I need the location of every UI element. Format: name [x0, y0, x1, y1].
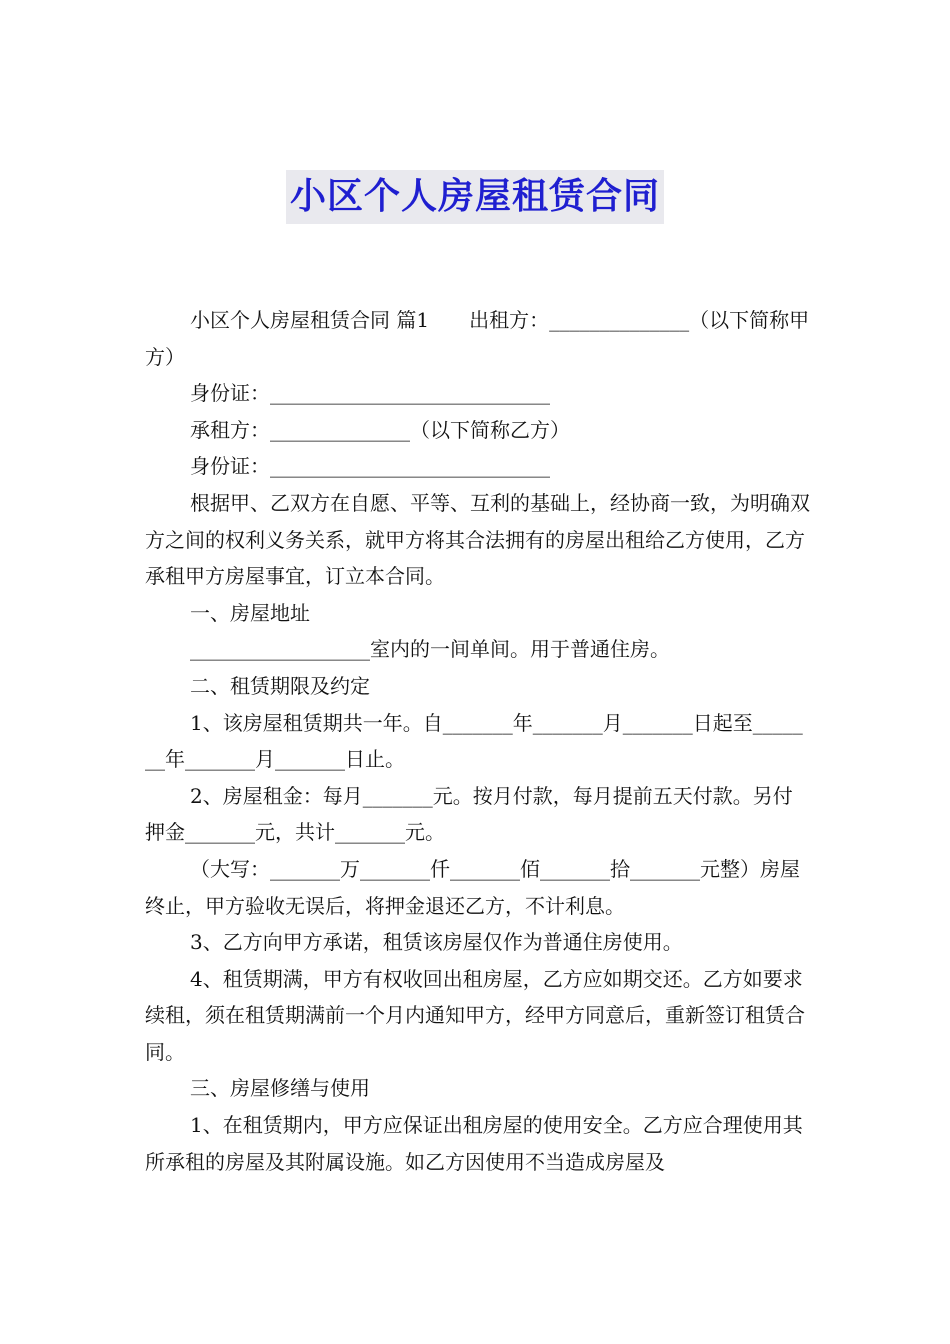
- paragraph-term-4: 4、租赁期满，甲方有权收回出租房屋，乙方应如期交还。乙方如要求续租，须在租赁期满前一个月内通知甲方，经甲方同意后，重新签订租赁合同。: [145, 966, 805, 1064]
- section-heading-term: 二、租赁期限及约定: [190, 673, 370, 698]
- paragraph-lessee-id: 身份证：____________________________: [190, 454, 550, 479]
- title-wrap: [0, 170, 950, 224]
- paragraph-address: __________________室内的一间单间。用于普通住房。: [190, 637, 670, 662]
- document-title: 小区个人房屋租赁合同: [286, 170, 664, 224]
- paragraph-term-2: 2、房屋租金：每月_______元。按月付款，每月提前五天付款。另付押金_______元，共计_______元。: [145, 783, 793, 845]
- paragraph-repair-1: 1、在租赁期内，甲方应保证出租房屋的使用安全。乙方应合理使用其所承租的房屋及其附属设施。如乙方因使用不当造成房屋及: [145, 1113, 803, 1174]
- paragraph-term-1: 1、该房屋租赁期共一年。自_______年_______月_______日起至_______年_______月_______日止。: [145, 710, 803, 772]
- paragraph-preamble: 根据甲、乙双方在自愿、平等、互利的基础上，经协商一致，为明确双方之间的权利义务关系，就甲方将其合法拥有的房屋出租给乙方使用，乙方承租甲方房屋事宜，订立本合同。: [145, 490, 810, 589]
- paragraph-lessee: 承租方：______________（以下简称乙方）: [190, 417, 570, 442]
- section-heading-address: 一、房屋地址: [190, 600, 310, 625]
- paragraph-lessor-id: 身份证：____________________________: [190, 381, 550, 406]
- paragraph-term-capital: （大写：_______万_______仟_______佰_______拾_______元整）房屋终止，甲方验收无误后，将押金退还乙方，不计利息。: [145, 856, 800, 918]
- paragraph-term-3: 3、乙方向甲方承诺，租赁该房屋仅作为普通住房使用。: [190, 930, 683, 955]
- paragraph-intro-lessor: 小区个人房屋租赁合同 篇1 出租方：______________（以下简称甲方）: [145, 308, 810, 369]
- section-heading-repair: 三、房屋修缮与使用: [190, 1076, 370, 1101]
- document-body: [145, 302, 810, 1180]
